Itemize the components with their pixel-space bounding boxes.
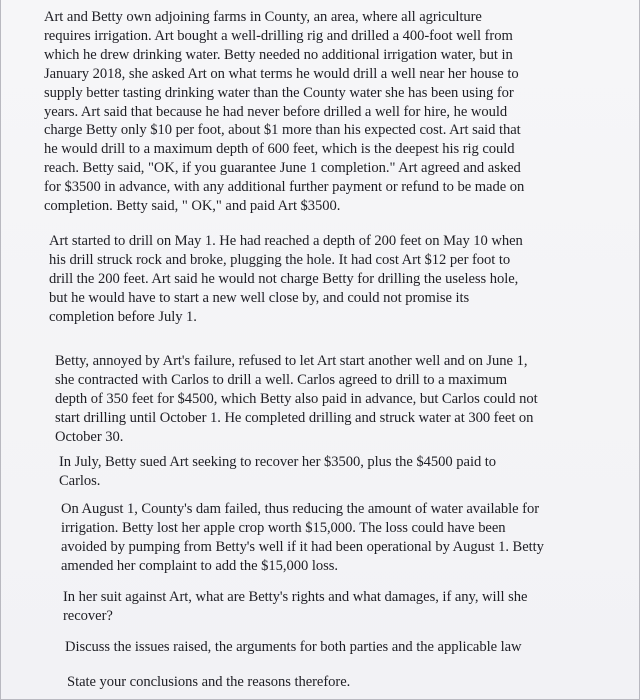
paragraph-drilling-failure: Art started to drill on May 1. He had reached a depth of 200 feet on May 10 when his drill struck rock and broke, plugging the hole. It had cost Art $12 per foot to drill the 200 feet. Art said he would not charge Betty for drilling the useless hole, but he would have to start a new well close by, and could not promise its completion before July 1. — [49, 233, 523, 325]
paragraph-conclusion-instruction: State your conclusions and the reasons therefore. — [67, 674, 351, 690]
paragraph-facts-agreement: Art and Betty own adjoining farms in County, an area, where all agriculture requires irrigation. Art bought a well-drilling rig and drilled a 400-foot well from which he drew drinking water. Betty needed no additional irrigation water, but in January 2018, she asked Art on what terms he would drill a well near her house to supply better tasting drinking water than the County water she has been using for years. Art said that because he had never before drilled a well for hire, he would charge Betty only $10 per foot, about $1 more than his expected cost. Art said that he would drill to a maximum depth of 600 feet, which is the deepest his rig could reach. Betty said, "OK, if you guarantee June 1 completion." Art agreed and asked for $3500 in advance, with any additional further payment or refund to be made on completion. Betty said, " OK," and paid Art $3500. — [44, 9, 525, 215]
paragraph-lawsuit: In July, Betty sued Art seeking to recover her $3500, plus the $4500 paid to Carlos. — [59, 454, 497, 489]
paragraph-dam-failure: On August 1, County's dam failed, thus reducing the amount of water available for irrigation. Betty lost her apple crop worth $15,000. The loss could have been avoided by pumping from Betty's well if it had been operational by August 1. Betty amended her complaint to add the $15,000 loss. — [61, 501, 544, 574]
paragraph-carlos-contract: Betty, annoyed by Art's failure, refused to let Art start another well and on June 1, she contracted with Carlos to drill a well. Carlos agreed to drill to a maximum depth of 350 feet for $4500, which Betty also paid in advance, but Carlos could not start drilling until October 1. He completed drilling and struck water at 300 feet on October 30. — [55, 353, 538, 445]
paragraph-question: In her suit against Art, what are Betty's rights and what damages, if any, will she recover? — [63, 589, 528, 624]
paragraph-discuss-instruction: Discuss the issues raised, the arguments for both parties and the applicable law — [65, 639, 522, 655]
